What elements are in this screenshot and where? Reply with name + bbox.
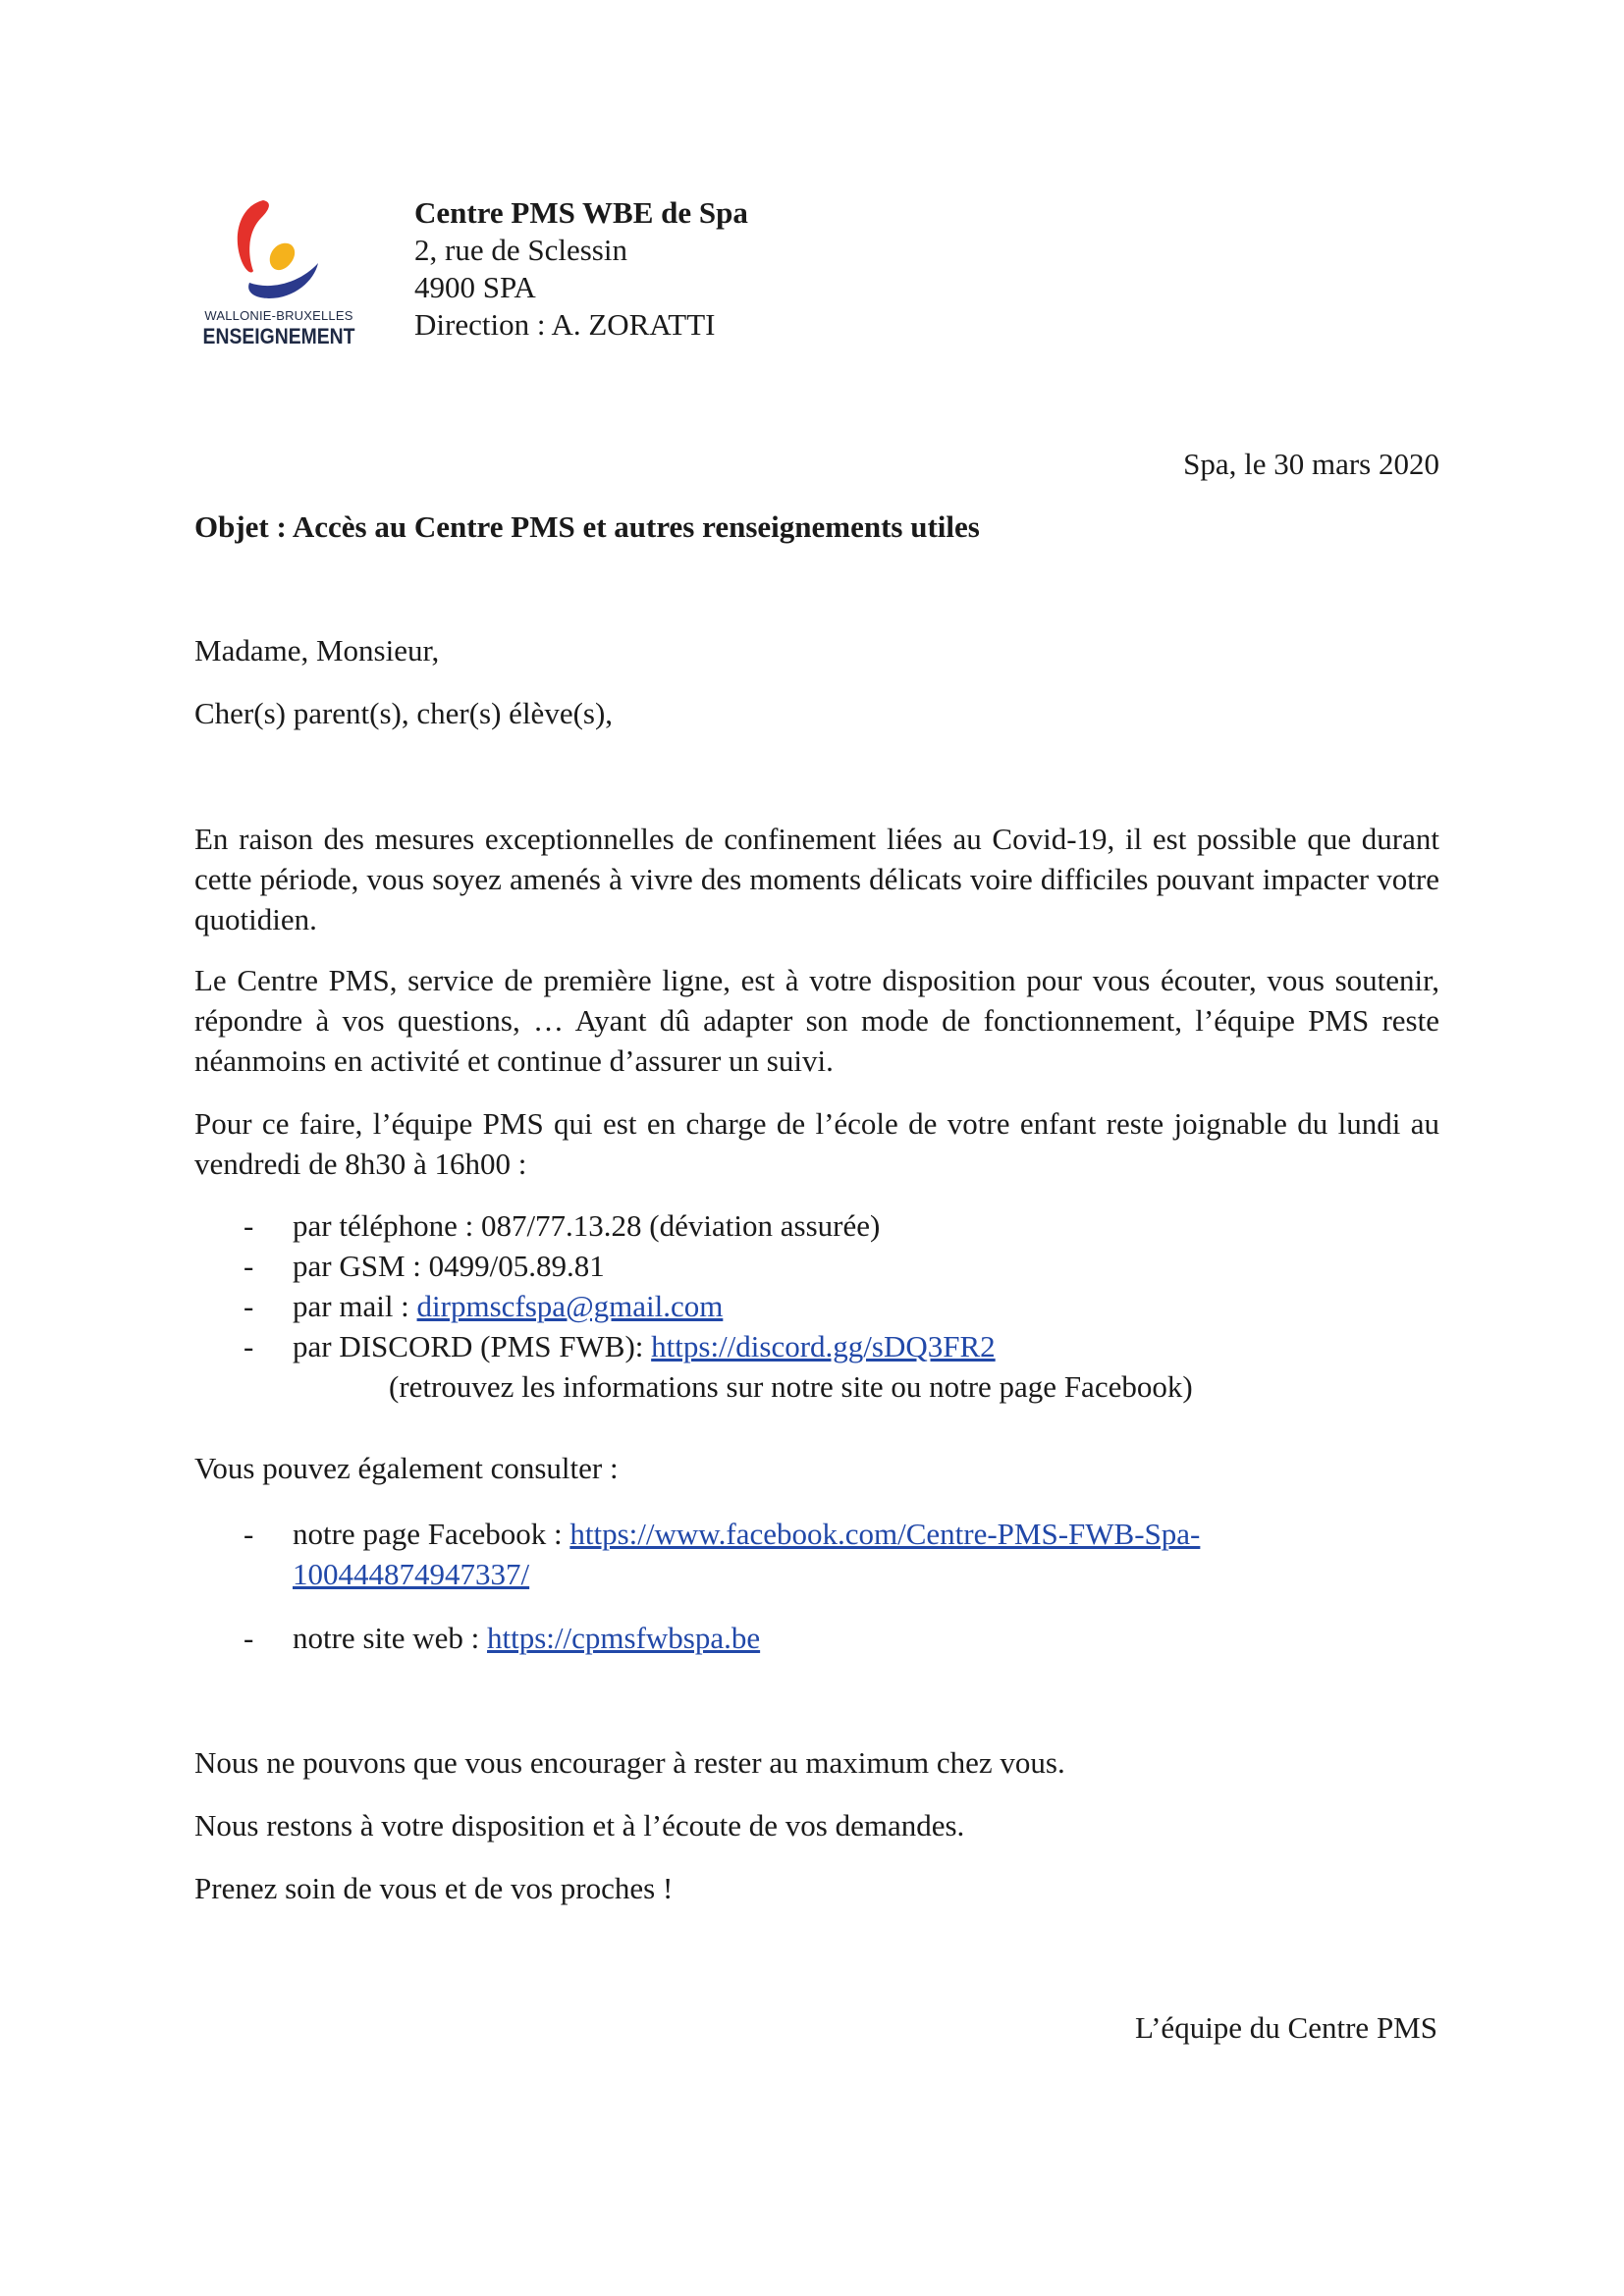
logo-text-enseignement: ENSEIGNEMENT (202, 324, 355, 348)
paragraph-contact-hours: Pour ce faire, l’équipe PMS qui est en charge de l’école de votre enfant reste joignable du lundi au vendredi de 8h30 à 16h00 : (194, 1106, 1439, 1181)
closing-line-2: Nous restons à votre disposition et à l’écoute de vos demandes. (194, 1808, 965, 1842)
greeting-line-2: Cher(s) parent(s), cher(s) élève(s), (194, 696, 614, 730)
list-item-phone (194, 1205, 1439, 1246)
consult-list (194, 1514, 1439, 1594)
closing-line-3: Prenez soin de vous et de vos proches ! (194, 1871, 674, 1905)
consult-intro: Vous pouvez également consulter : (194, 1451, 619, 1485)
discord-note: (retrouvez les informations sur notre site ou notre page Facebook) (389, 1369, 1193, 1404)
list-dash: - (244, 1208, 254, 1243)
discord-link[interactable]: https://discord.gg/sDQ3FR2 (651, 1329, 996, 1363)
contact-mail-label: par mail : (293, 1289, 417, 1323)
list-item-facebook (194, 1514, 1439, 1594)
contact-phone: par téléphone : 087/77.13.28 (déviation assurée) (293, 1208, 881, 1243)
facebook-label: notre page Facebook : (293, 1517, 570, 1551)
letter-subject: Objet : Accès au Centre PMS et autres renseignements utiles (194, 509, 980, 544)
logo-text-wallonie-bruxelles: WALLONIE-BRUXELLES (204, 308, 353, 323)
sender-direction: Direction : A. ZORATTI (414, 307, 716, 342)
list-dash: - (244, 1329, 254, 1363)
list-dash: - (244, 1289, 254, 1323)
contact-discord-label: par DISCORD (PMS FWB): (293, 1329, 652, 1363)
paragraph-confinement: En raison des mesures exceptionnelles de confinement liées au Covid-19, il est possible que durant cette période, vous soyez amenés à vivre des moments délicats voire difficiles pouvant impacter votre quotidien. (194, 822, 1439, 936)
facebook-link-continued[interactable]: 100444874947337/ (293, 1557, 530, 1591)
list-dash: - (244, 1249, 254, 1283)
list-item-gsm (194, 1246, 1439, 1286)
sender-block (414, 194, 748, 344)
list-dash: - (244, 1621, 254, 1655)
greeting-line-1: Madame, Monsieur, (194, 633, 440, 667)
letter-date: Spa, le 30 mars 2020 (1183, 447, 1439, 481)
signature: L’équipe du Centre PMS (1135, 2010, 1437, 2045)
consult-list-web (194, 1618, 1439, 1658)
sender-name: Centre PMS WBE de Spa (414, 195, 748, 230)
list-item-discord (194, 1326, 1439, 1366)
website-label: notre site web : (293, 1621, 488, 1655)
list-dash: - (244, 1517, 254, 1551)
sender-address-street: 2, rue de Sclessin (414, 233, 627, 267)
paragraph-centre-pms: Le Centre PMS, service de première ligne, est à votre disposition pour vous écouter, vous soutenir, répondre à vos questions, … Ayant dû adapter son mode de fonctionnement, l’équipe PMS reste néanmoins en activité et continue d’assurer un suivi. (194, 963, 1439, 1078)
list-item-mail (194, 1286, 1439, 1326)
wallonie-bruxelles-enseignement-logo (192, 192, 365, 359)
contact-list (194, 1205, 1439, 1407)
mail-link[interactable]: dirpmscfspa@gmail.com (416, 1289, 724, 1323)
logo-mark-icon (192, 192, 365, 310)
closing-line-1: Nous ne pouvons que vous encourager à rester au maximum chez vous. (194, 1745, 1065, 1780)
facebook-link[interactable]: https://www.facebook.com/Centre-PMS-FWB-Spa- (569, 1517, 1201, 1551)
contact-gsm: par GSM : 0499/05.89.81 (293, 1249, 605, 1283)
list-item-website (194, 1618, 1439, 1658)
website-link[interactable]: https://cpmsfwbspa.be (487, 1621, 761, 1655)
sender-address-city: 4900 SPA (414, 270, 536, 304)
